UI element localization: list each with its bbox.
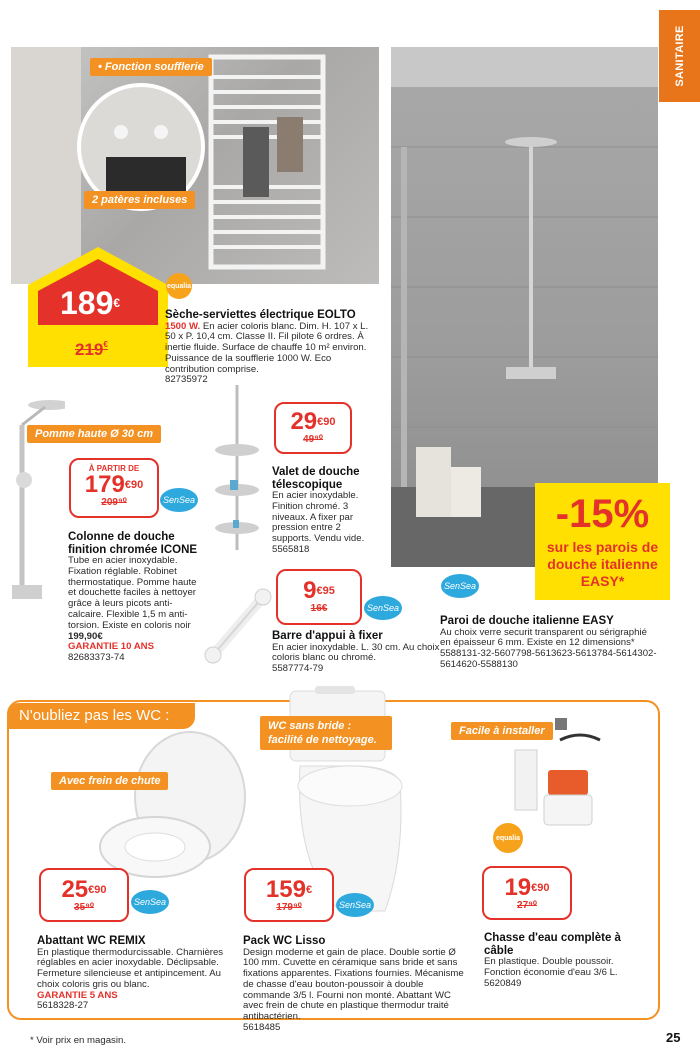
toilet-seat-title: Abattant WC REMIX bbox=[37, 935, 146, 947]
sensea-logo: SenSea bbox=[336, 893, 374, 917]
sensea-logo: SenSea bbox=[364, 596, 402, 620]
price-currency: € bbox=[531, 882, 538, 894]
blower-feature-tag: • Fonction soufflerie bbox=[90, 58, 212, 76]
toilet-pack-info bbox=[243, 935, 465, 1034]
price-currency: € bbox=[305, 884, 313, 896]
flush-valve-price-box bbox=[482, 866, 572, 920]
grab-bar-old-price: 16€ bbox=[310, 603, 328, 614]
grab-bar-photo bbox=[198, 585, 278, 665]
flush-valve-title: Chasse d'eau complète à câble bbox=[484, 932, 621, 957]
toilet-pack-ref: 5618485 bbox=[243, 1022, 281, 1034]
equalia-logo: equalia bbox=[166, 273, 192, 299]
sensea-logo: SenSea bbox=[441, 574, 479, 598]
sensea-logo: SenSea bbox=[131, 890, 169, 914]
toilet-pack-price-box bbox=[244, 868, 334, 922]
price-decimal: 90 bbox=[537, 882, 550, 894]
flush-valve-info bbox=[484, 932, 649, 989]
toilet-pack-price bbox=[246, 878, 332, 902]
towel-warmer-desc-block bbox=[165, 322, 375, 376]
shower-screen-desc: Au choix verre securit transparent ou sérigraphié en épaisseur 6 mm. Existe en 12 dimensions* 5588131-32-5607798-5613623-5613784-5614302-5614620-5588130 bbox=[440, 626, 657, 670]
hooks-included-tag: 2 patères incluses bbox=[84, 191, 195, 209]
easy-install-tag: Facile à installer bbox=[451, 722, 553, 740]
shower-screen-info bbox=[440, 615, 660, 671]
old-price-currency: € bbox=[103, 340, 108, 349]
toilet-pack-desc: Design moderne et gain de place. Double sortie Ø 100 mm. Cuvette en céramique sans bride et sans fixations apparentes. Fixations fournies. Mécanisme de chasse d'eau bouton-poussoir à double commande 3/5 l. Fourni non monté. Abattant WC avec frein de chute en plastique thermodur traité antibactérien. bbox=[243, 946, 464, 1023]
shower-column-black-price: 199,90€ bbox=[68, 630, 103, 642]
toilet-seat-ref: 5618328-27 bbox=[37, 1000, 89, 1012]
price-integer: 29 bbox=[290, 408, 318, 435]
grab-bar-title: Barre d'appui à fixer bbox=[272, 630, 383, 642]
wc-section-heading-bg bbox=[7, 703, 195, 729]
shower-head-tag: Pomme haute Ø 30 cm bbox=[27, 425, 161, 443]
price-currency: € bbox=[113, 296, 121, 310]
shower-caddy-info bbox=[272, 466, 372, 556]
price-currency: € bbox=[316, 585, 323, 597]
grab-bar-price bbox=[278, 579, 360, 603]
sensea-logo: SenSea bbox=[160, 488, 198, 512]
grab-bar-ref: 5587774-79 bbox=[272, 663, 324, 675]
price-integer: 189 bbox=[60, 285, 114, 321]
promo-percentage: -15% bbox=[555, 492, 650, 536]
from-label: À PARTIR DE bbox=[88, 464, 140, 473]
shower-column-price bbox=[71, 473, 157, 497]
footer-note: * Voir prix en magasin. bbox=[30, 1035, 126, 1046]
price-decimal: 95 bbox=[322, 585, 335, 597]
toilet-seat-info bbox=[37, 935, 237, 1012]
grab-bar-illustration bbox=[198, 585, 278, 665]
toilet-seat-price-box bbox=[39, 868, 129, 922]
towel-warmer-old-price bbox=[75, 340, 108, 360]
price-integer: 25 bbox=[61, 876, 89, 903]
toilet-seat-desc: En plastique thermodurcissable. Charnières réglables en acier inoxydable. Déclipsable. Fermeture silencieuse et antipincement. Au choix coloris gris ou blanc. bbox=[37, 946, 224, 990]
shower-caddy-title: Valet de douche télescopique bbox=[272, 466, 360, 491]
rimless-tag: WC sans bride : facilité de nettoyage. bbox=[260, 716, 392, 750]
price-decimal: 90 bbox=[94, 884, 107, 896]
towel-warmer-price-badge bbox=[28, 247, 168, 367]
towel-warmer-title: Sèche-serviettes électrique EOLTO bbox=[165, 309, 356, 321]
price-integer: 19 bbox=[504, 874, 532, 901]
towel-warmer-desc: En acier coloris blanc. Dim. H. 107 x L. 50 x P. 10,4 cm. Classe II. Fil pilote 6 ordres. À inertie fluide. Surface de chauffe 10 m² environ. Puissance de la soufflerie 1000 W. Eco contribution comprise. bbox=[165, 320, 369, 375]
toilet-pack-old-price: 179⁹⁰ bbox=[276, 902, 302, 913]
flush-valve-price bbox=[484, 876, 570, 900]
flush-valve-ref: 5620849 bbox=[484, 977, 522, 989]
shower-caddy-ref: 5565818 bbox=[272, 543, 310, 555]
grab-bar-price-box bbox=[276, 569, 362, 625]
price-currency: € bbox=[317, 416, 324, 428]
towel-warmer-info bbox=[165, 309, 375, 386]
shower-column-old-price: 209⁹⁰ bbox=[101, 497, 127, 508]
price-currency: € bbox=[124, 479, 131, 491]
grab-bar-desc: En acier inoxydable. L. 30 cm. Au choix coloris blanc ou chromé. bbox=[272, 641, 440, 664]
price-integer: 159 bbox=[265, 876, 306, 903]
shower-column-title: Colonne de douche finition chromée ICONE bbox=[68, 531, 198, 556]
toilet-seat-old-price: 35⁹⁰ bbox=[74, 902, 94, 913]
shower-screen-title: Paroi de douche italienne EASY bbox=[440, 615, 614, 627]
towel-warmer-ref: 82735972 bbox=[165, 374, 208, 386]
towel-warmer-price bbox=[60, 287, 120, 319]
old-price-integer: 219 bbox=[75, 340, 104, 359]
price-integer: 9 bbox=[303, 577, 317, 604]
shower-caddy-photo bbox=[205, 380, 270, 555]
toilet-pack-title: Pack WC Lisso bbox=[243, 935, 326, 947]
wc-section-heading: N'oubliez pas les WC : bbox=[19, 707, 170, 724]
equalia-logo: equalia bbox=[493, 823, 523, 853]
shower-column-guarantee: GARANTIE 10 ANS bbox=[68, 641, 155, 653]
price-currency: € bbox=[88, 884, 95, 896]
promo-badge bbox=[535, 483, 670, 600]
shower-caddy-old-price: 49⁹⁰ bbox=[303, 434, 323, 445]
promo-text: sur les parois de douche italienne EASY* bbox=[546, 539, 659, 589]
toilet-seat-illustration bbox=[95, 727, 255, 887]
toilet-seat-photo bbox=[95, 727, 255, 887]
page-number: 25 bbox=[666, 1030, 681, 1045]
side-tab bbox=[659, 10, 700, 102]
toilet-seat-price bbox=[41, 878, 127, 902]
shower-column-info bbox=[68, 531, 198, 664]
price-decimal: 90 bbox=[130, 479, 144, 491]
shower-column-ref: 82683373-74 bbox=[68, 652, 125, 664]
grab-bar-info bbox=[272, 630, 447, 675]
side-tab-label: SANITAIRE bbox=[673, 25, 686, 87]
flush-valve-desc: En plastique. Double poussoir. Fonction économie d'eau 3/6 L. bbox=[484, 956, 618, 978]
toilet-seat-guarantee: GARANTIE 5 ANS bbox=[37, 989, 118, 1001]
flush-valve-old-price: 27⁹⁰ bbox=[517, 900, 537, 911]
towel-warmer-power: 1500 W. bbox=[165, 320, 201, 332]
shower-caddy-illustration bbox=[205, 380, 270, 555]
shower-column-price-box bbox=[69, 458, 159, 518]
shower-caddy-price bbox=[276, 410, 350, 434]
shower-caddy-desc: En acier inoxydable. Finition chromé. 3 niveaux. A fixer par pression entre 2 supports. Vendu vide. bbox=[272, 490, 365, 545]
shower-caddy-price-box bbox=[274, 402, 352, 454]
price-integer: 179 bbox=[84, 471, 125, 498]
shower-column-desc: Tube en acier inoxydable. Fixation réglable. Robinet thermostatique. Pomme haute et douchette faciles à nettoyer grâce à leurs picots anti-calcaire. Flexible 1,5 m anti-torsion. Existe en coloris noir bbox=[68, 555, 197, 631]
soft-close-tag: Avec frein de chute bbox=[51, 772, 168, 790]
price-decimal: 90 bbox=[323, 416, 336, 428]
